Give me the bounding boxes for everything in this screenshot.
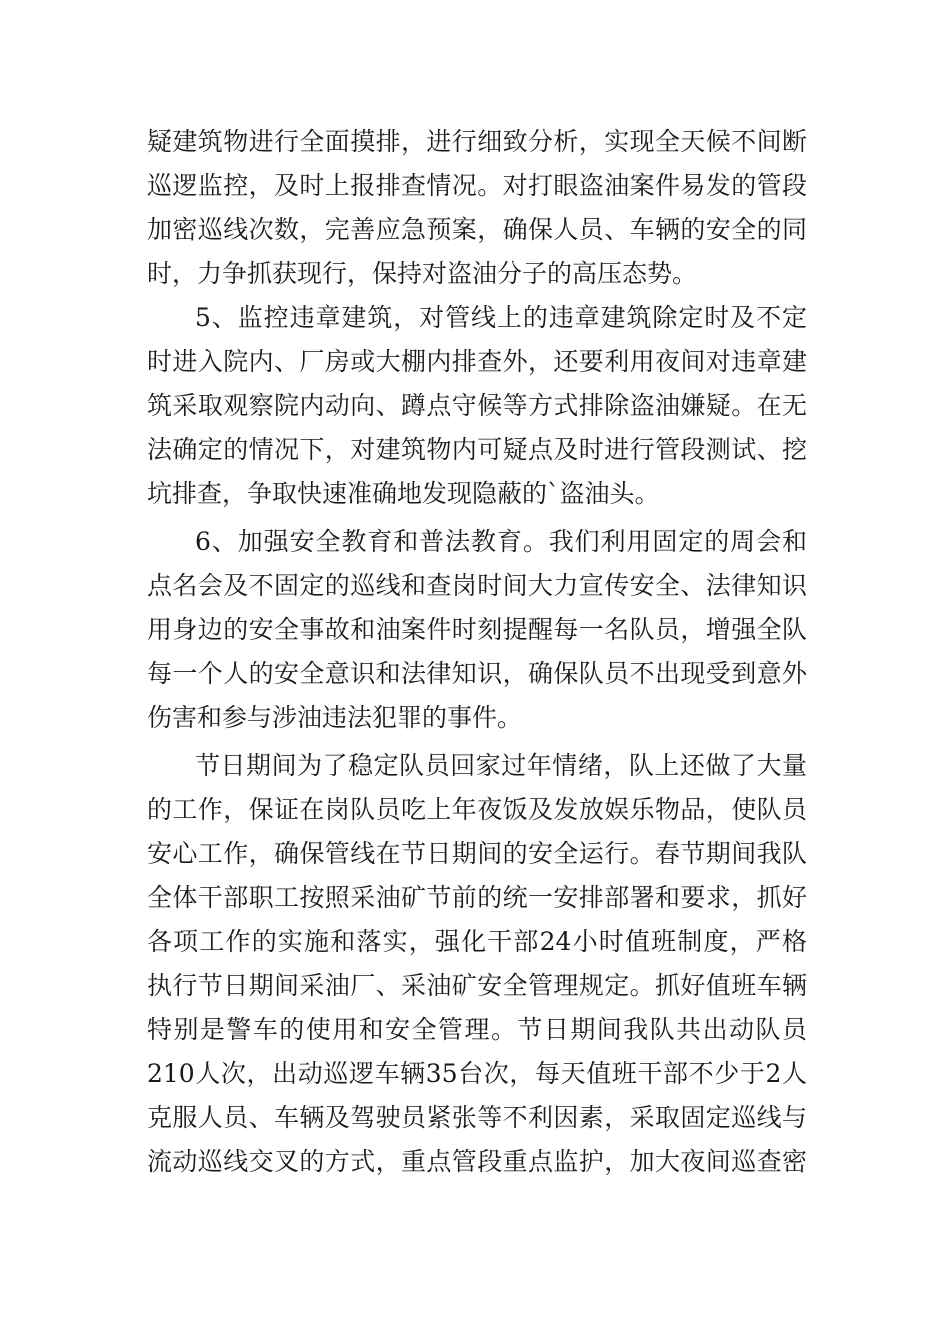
text-line: 疑建筑物进行全面摸排，进行细致分析，实现全天候不间断 bbox=[147, 127, 807, 156]
text-line: 点名会及不固定的巡线和查岗时间大力宣传安全、法律知识 bbox=[147, 571, 807, 600]
text-line: 每一个人的安全意识和法律知识，确保队员不出现受到意外 bbox=[147, 659, 807, 688]
text-line: 用身边的安全事故和油案件时刻提醒每一名队员，增强全队 bbox=[147, 615, 807, 644]
text-line: 210人次，出动巡逻车辆35台次，每天值班干部不少于2人 bbox=[147, 1059, 807, 1088]
text-line: 坑排查，争取快速准确地发现隐蔽的`盗油头。 bbox=[147, 479, 660, 508]
text-line: 各项工作的实施和落实，强化干部24小时值班制度，严格 bbox=[147, 927, 807, 956]
text-line: 特别是警车的使用和安全管理。节日期间我队共出动队员 bbox=[147, 1015, 807, 1044]
text-line: 加密巡线次数，完善应急预案，确保人员、车辆的安全的同 bbox=[147, 215, 807, 244]
text-line: 执行节日期间采油厂、采油矿安全管理规定。抓好值班车辆 bbox=[147, 971, 807, 1000]
text-line: 全体干部职工按照采油矿节前的统一安排部署和要求，抓好 bbox=[147, 883, 807, 912]
text-line: 流动巡线交叉的方式，重点管段重点监护，加大夜间巡查密 bbox=[147, 1147, 807, 1176]
text-line: 节日期间为了稳定队员回家过年情绪，队上还做了大量 bbox=[195, 751, 807, 780]
text-line: 时进入院内、厂房或大棚内排查外，还要利用夜间对违章建 bbox=[147, 347, 807, 376]
text-line: 6、加强安全教育和普法教育。我们利用固定的周会和 bbox=[195, 527, 807, 556]
text-line: 安心工作，确保管线在节日期间的安全运行。春节期间我队 bbox=[147, 839, 807, 868]
text-line: 筑采取观察院内动向、蹲点守候等方式排除盗油嫌疑。在无 bbox=[147, 391, 807, 420]
text-line: 克服人员、车辆及驾驶员紧张等不利因素，采取固定巡线与 bbox=[147, 1103, 807, 1132]
text-line: 巡逻监控，及时上报排查情况。对打眼盗油案件易发的管段 bbox=[147, 171, 807, 200]
text-line: 5、监控违章建筑，对管线上的违章建筑除定时及不定 bbox=[195, 303, 807, 332]
text-line: 的工作，保证在岗队员吃上年夜饭及发放娱乐物品，使队员 bbox=[147, 795, 807, 824]
text-line: 时，力争抓获现行，保持对盗油分子的高压态势。 bbox=[147, 259, 698, 288]
text-line: 伤害和参与涉油违法犯罪的事件。 bbox=[147, 703, 523, 732]
text-line: 法确定的情况下，对建筑物内可疑点及时进行管段测试、挖 bbox=[147, 435, 807, 464]
